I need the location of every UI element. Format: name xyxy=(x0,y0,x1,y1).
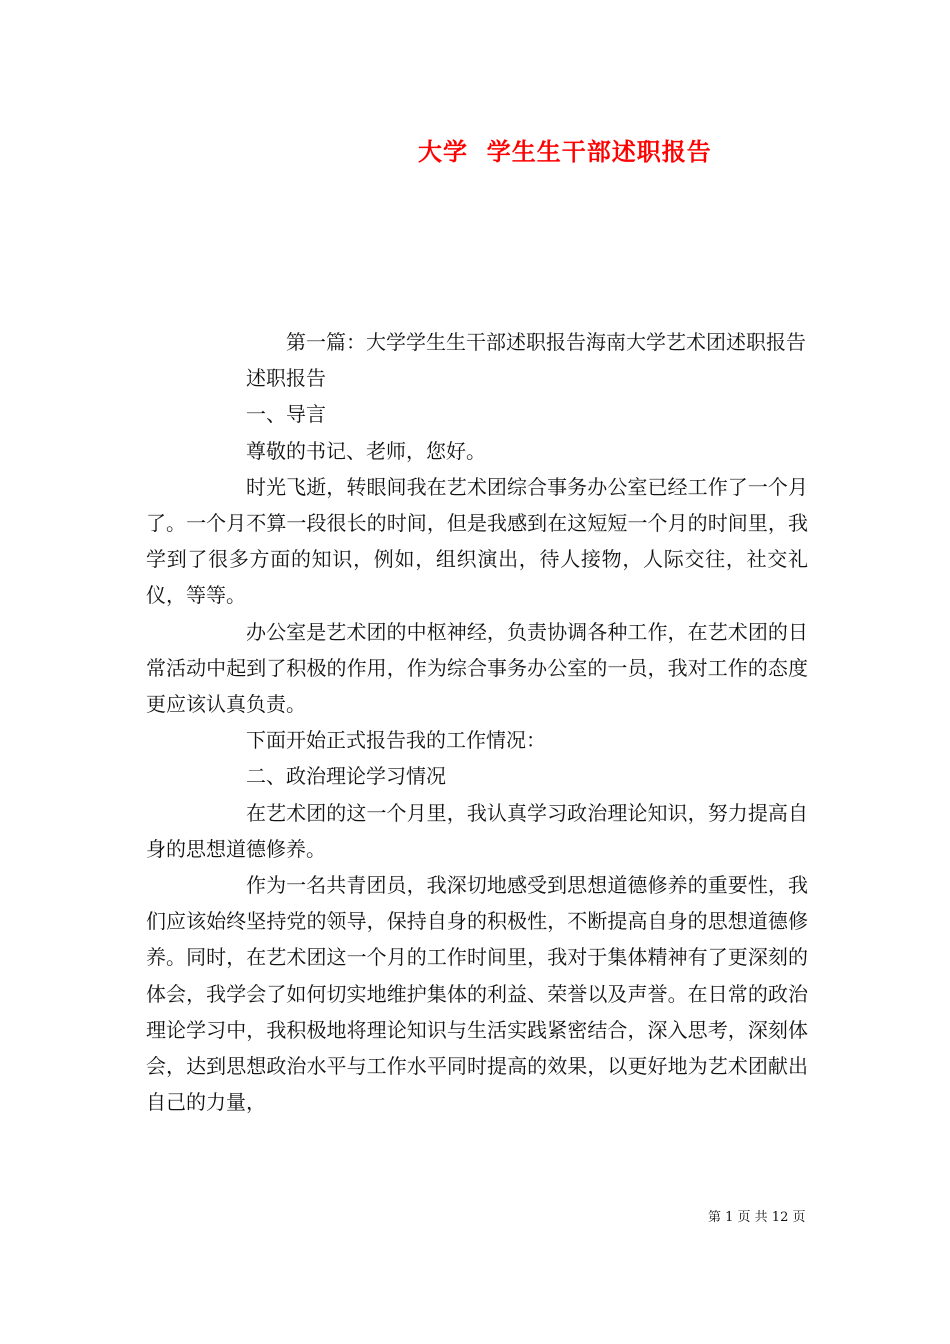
section-heading-political-study: 二、政治理论学习情况 xyxy=(246,764,446,789)
paragraph-body: 时光飞逝，转眼间我在艺术团综合事务办公室已经工作了一个月了。一个月不算一段很长的时间，但是我感到在这短短一个月的时间里，我学到了很多方面的知识，例如，组织演出，待人接物，人际交往，社交礼仪，等等。 xyxy=(146,474,808,608)
paragraph-intro-heading: 第一篇：大学学生生干部述职报告海南大学艺术团述职报告 xyxy=(286,330,806,354)
section-heading-introduction: 一、导言 xyxy=(246,402,326,427)
paragraph-greeting: 尊敬的书记、老师，您好。 xyxy=(246,438,486,463)
paragraph-body: 下面开始正式报告我的工作情况： xyxy=(246,728,546,753)
document-title: 大学 学生生干部述职报告 xyxy=(418,137,712,166)
document-body xyxy=(146,324,808,1120)
paragraph-body: 在艺术团的这一个月里，我认真学习政治理论知识，努力提高自身的思想道德修养。 xyxy=(146,800,808,861)
paragraph-body: 办公室是艺术团的中枢神经，负责协调各种工作，在艺术团的日常活动中起到了积极的作用，作为综合事务办公室的一员，我对工作的态度更应该认真负责。 xyxy=(146,619,808,717)
paragraph-report-label: 述职报告 xyxy=(246,366,326,391)
paragraph-body: 作为一名共青团员，我深切地感受到思想道德修养的重要性，我们应该始终坚持党的领导，保持自身的积极性，不断提高自身的思想道德修养。同时，在艺术团这一个月的工作时间里，我对于集体精神有了更深刻的体会，我学会了如何切实地维护集体的利益、荣誉以及声誉。在日常的政治理论学习中，我积极地将理论知识与生活实践紧密结合，深入思考，深刻体会，达到思想政治水平与工作水平同时提高的效果，以更好地为艺术团献出自己的力量， xyxy=(146,873,808,1115)
page-number: 第 1 页 共 12 页 xyxy=(708,1210,806,1225)
